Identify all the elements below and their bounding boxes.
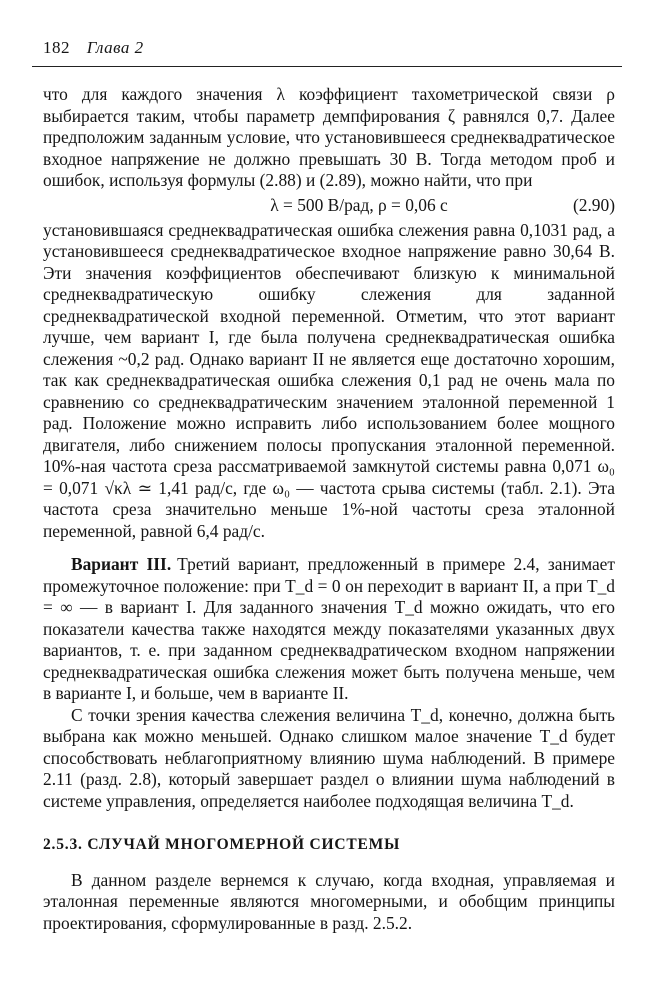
paragraph-2: установившаяся среднеквадратическая ошибка слежения равна 0,1031 рад, а установившееся среднеквадратическое входное напряжение равно 30,64 В. Эти значения коэффициентов обеспечивают близкую к минимальной среднеквадратическую ошибку слежения для заданной среднеквадратической входной переменной. Отметим, что этот вариант лучше, чем вариант I, где была получена среднеквадратическая ошибка слежения ~0,2 рад. Однако вариант II не является еще достаточно хорошим, так как среднеквадратическая ошибка слежения 0,1 рад не очень мала по сравнению со среднеквадратическим значением эталонной переменной 1 рад. Положение можно исправить либо использованием более мощного двигателя, либо снижением полосы пропускания эталонной переменной. 10%-ная частота среза рассматриваемой замкнутой системы равна 0,071 ω₀ = 0,071 √κλ ≃ 1,41 рад/с, где ω₀ — частота срыва системы (табл. 2.1). Эта частота среза значительно меньше 1%-ной частоты среза эталонной переменной, равной 6,4 рад/с. <box>43 219 615 541</box>
equation-number: (2.90) <box>572 194 615 215</box>
header-rule <box>32 66 622 67</box>
paragraph-5: В данном разделе вернемся к случаю, когда входная, управляемая и эталонная переменные являются многомерными, и обобщим принципы проектирования, сформулированные в разд. 2.5.2. <box>43 869 615 933</box>
chapter-title: Глава 2 <box>86 38 144 57</box>
equation-2-90 <box>43 195 615 217</box>
paragraph-1: что для каждого значения λ коэффициент тахометрической связи ρ выбирается таким, чтобы параметр демпфирования ζ равнялся 0,7. Далее предположим заданным условие, что установившееся среднеквадратическое входное напряжение не должно превышать 30 В. Тогда методом проб и ошибок, используя формулы (2.88) и (2.89), можно найти, что при <box>43 84 615 190</box>
page-body <box>43 84 615 934</box>
paragraph-4: С точки зрения качества слежения величина T_d, конечно, должна быть выбрана как можно меньшей. Однако слишком малое значение T_d будет способствовать неблагоприятному влиянию шума наблюдений. В примере 2.11 (разд. 2.8), который завершает раздел о влиянии шума наблюдений в системе управления, определяется наиболее подходящая величина T_d. <box>43 704 615 811</box>
variant-3-text: Третий вариант, предложенный в примере 2.4, занимает промежуточное положение: при T_d = 0 он переходит в вариант II, а при T_d = ∞ — в вариант I. Для заданного значения T_d можно ожидать, что его показатели качества также находятся между показателями указанных двух вариантов, т. е. при заданном среднеквадратическом входном напряжении среднеквадратическая ошибка слежения может быть получена меньше, чем в варианте I, и больше, чем в варианте II. <box>43 554 615 703</box>
running-head <box>43 38 144 58</box>
page-number: 182 <box>43 38 70 57</box>
equation-text: λ = 500 В/рад, ρ = 0,06 с <box>270 194 448 215</box>
section-heading: 2.5.3. СЛУЧАЙ МНОГОМЕРНОЙ СИСТЕМЫ <box>43 836 401 853</box>
variant-3-label: Вариант III. <box>71 554 172 574</box>
paragraph-variant-3 <box>43 554 615 705</box>
